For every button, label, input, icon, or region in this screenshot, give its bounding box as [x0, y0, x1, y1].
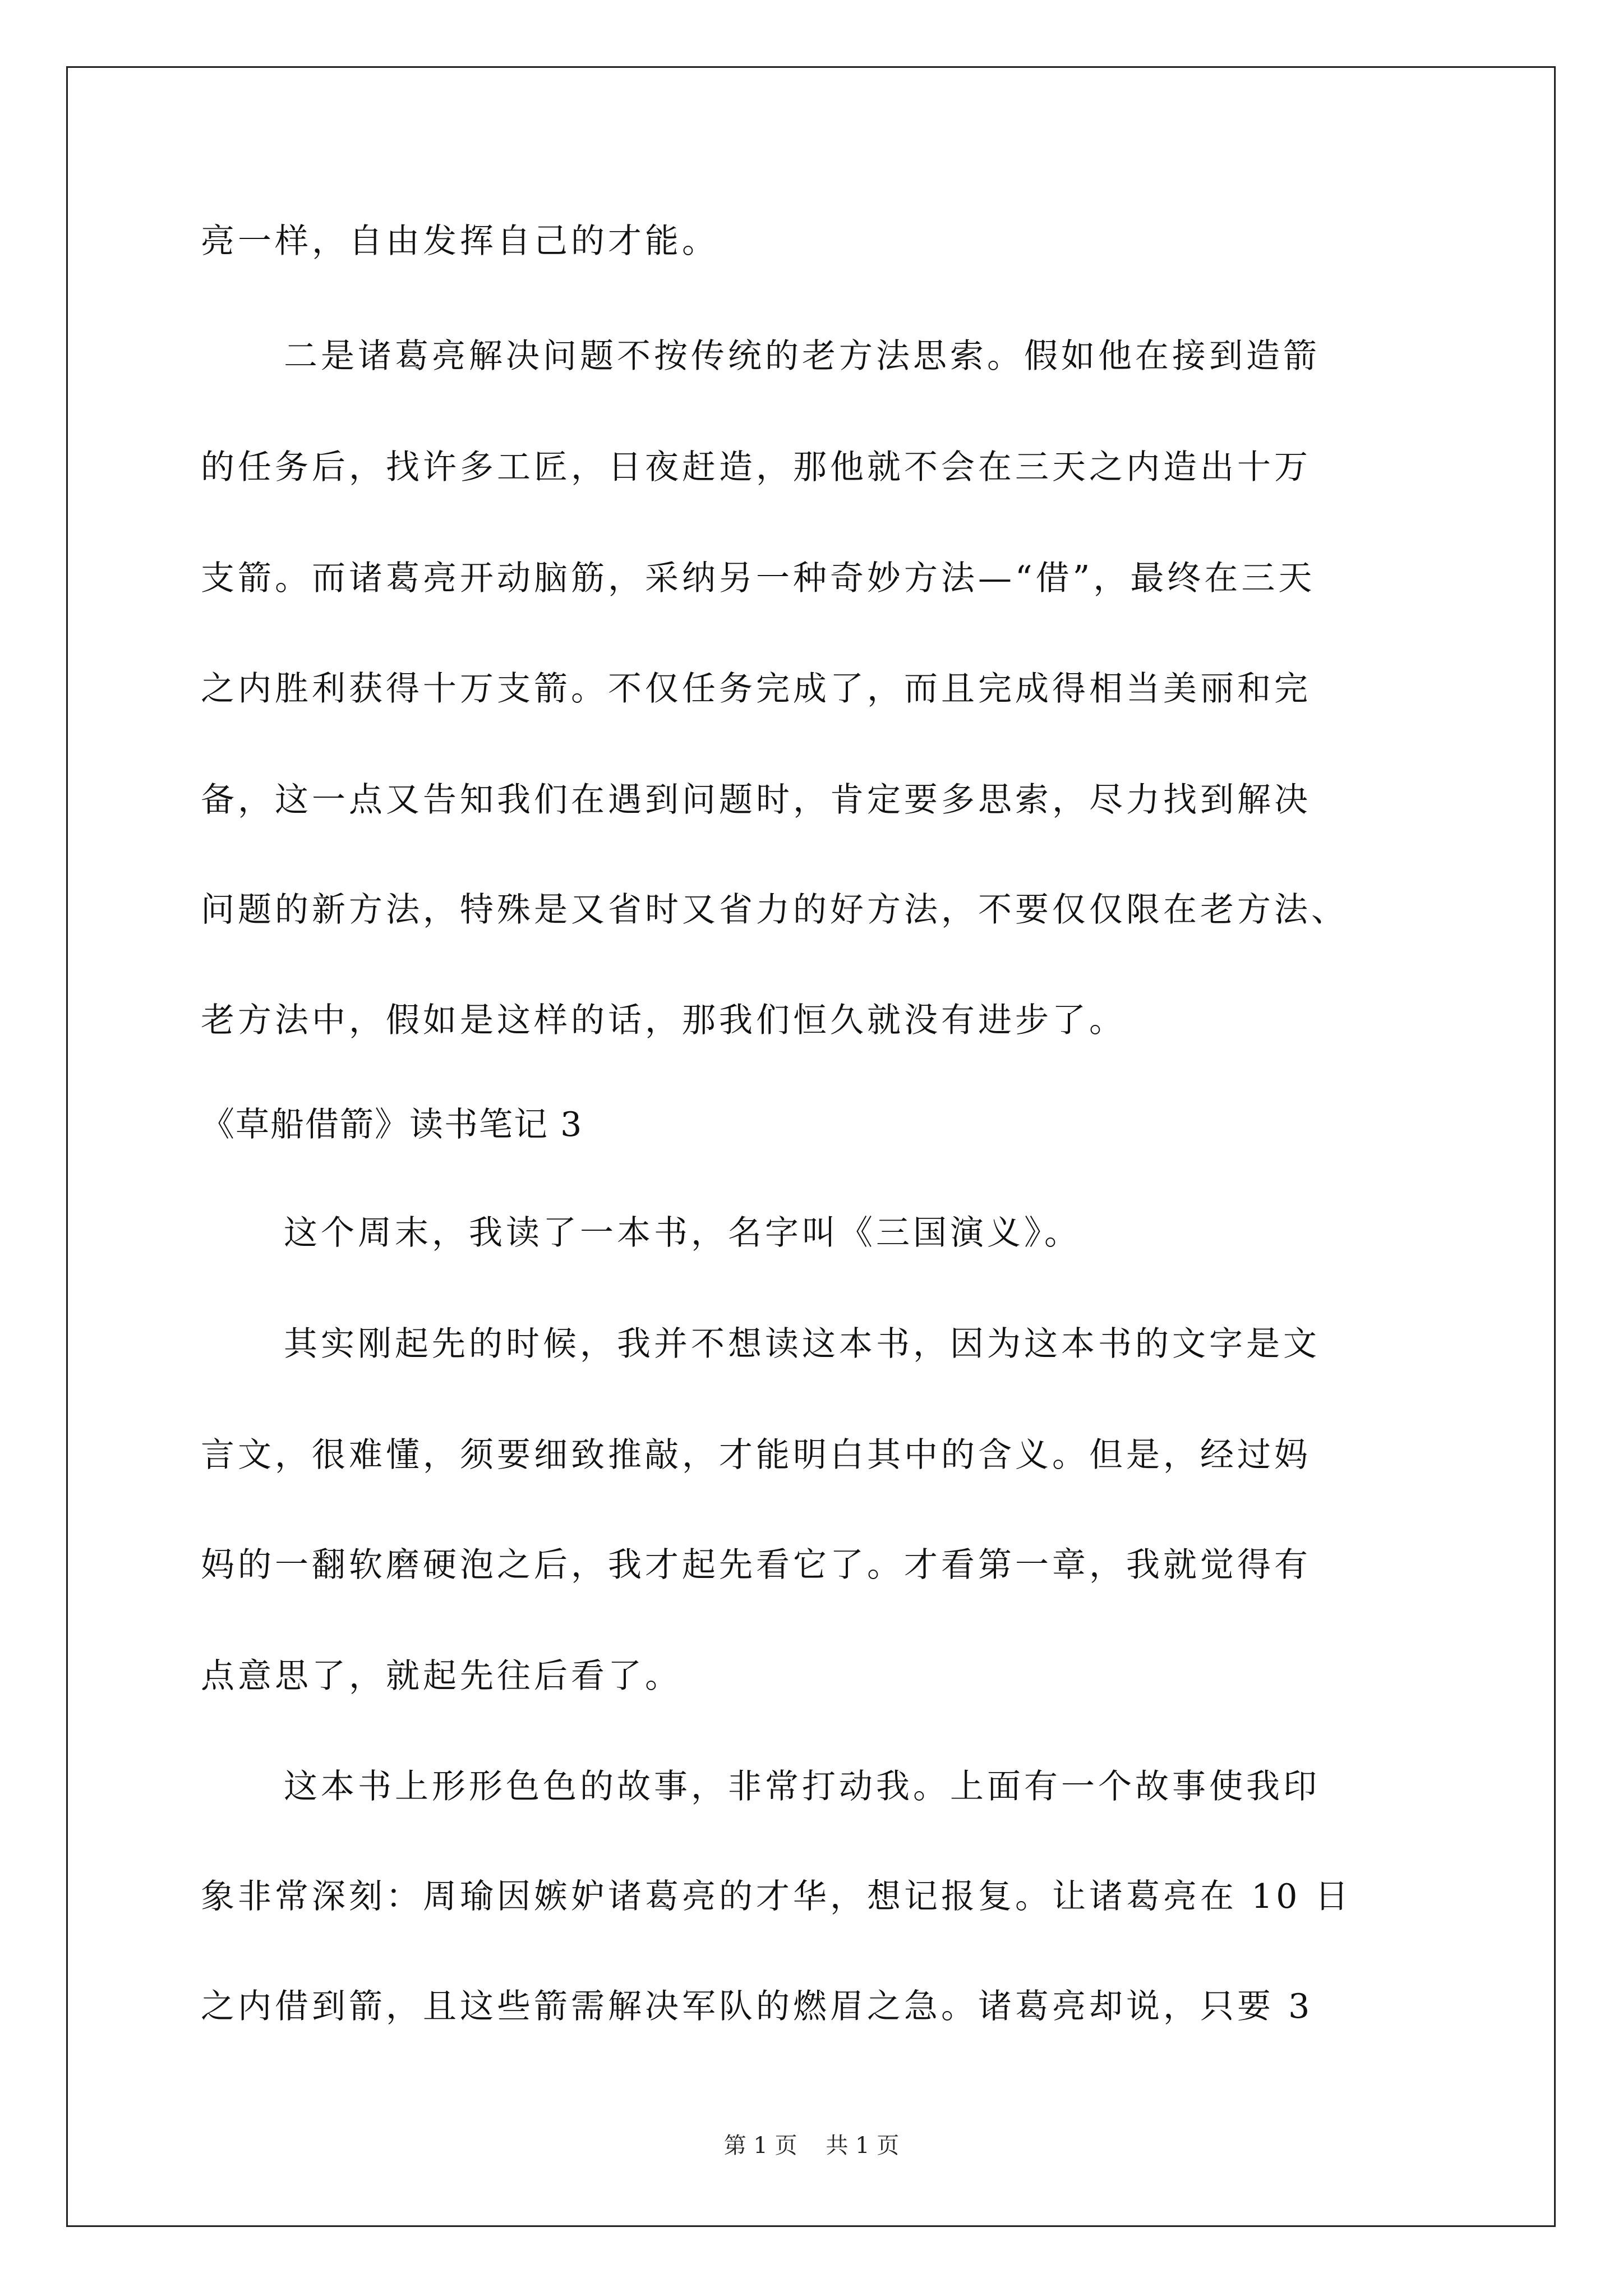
text-line: 支箭。而诸葛亮开动脑筋，采纳另一种奇妙方法—“借”，最终在三天	[201, 559, 1316, 598]
page-footer: 第 1 页 共 1 页	[723, 2133, 900, 2159]
paragraph-start-line: 二是诸葛亮解决问题不按传统的老方法思索。假如他在接到造箭	[284, 337, 1320, 376]
text-line: 妈的一翻软磨硬泡之后，我才起先看它了。才看第一章，我就觉得有	[201, 1545, 1311, 1585]
text-line: 亮一样，自由发挥自己的才能。	[201, 222, 719, 261]
text-line: 之内胜利获得十万支箭。不仅任务完成了，而且完成得相当美丽和完	[201, 669, 1311, 708]
paragraph-start-line: 这本书上形形色色的故事，非常打动我。上面有一个故事使我印	[284, 1767, 1320, 1806]
text-line: 之内借到箭，且这些箭需解决军队的燃眉之急。诸葛亮却说，只要 3	[201, 1987, 1313, 2026]
text-line: 象非常深刻：周瑜因嫉妒诸葛亮的才华，想记报复。让诸葛亮在 10 日	[201, 1877, 1352, 1916]
paragraph-start-line: 其实刚起先的时候，我并不想读这本书，因为这本书的文字是文	[284, 1324, 1320, 1364]
paragraph-start-line: 这个周末，我读了一本书，名字叫《三国演义》。	[284, 1213, 1081, 1253]
text-line: 点意思了，就起先往后看了。	[201, 1657, 682, 1696]
text-line: 的任务后，找许多工匠，日夜赶造，那他就不会在三天之内造出十万	[201, 448, 1311, 487]
text-line: 言文，很难懂，须要细致推敲，才能明白其中的含义。但是，经过妈	[201, 1435, 1311, 1475]
text-line: 老方法中，假如是这样的话，那我们恒久就没有进步了。	[201, 1001, 1126, 1040]
section-heading: 《草船借箭》读书笔记 3	[201, 1105, 583, 1144]
text-line: 问题的新方法，特殊是又省时又省力的好方法，不要仅仅限在老方法、	[201, 890, 1348, 930]
text-line: 备，这一点又告知我们在遇到问题时，肯定要多思索，尽力找到解决	[201, 780, 1311, 820]
